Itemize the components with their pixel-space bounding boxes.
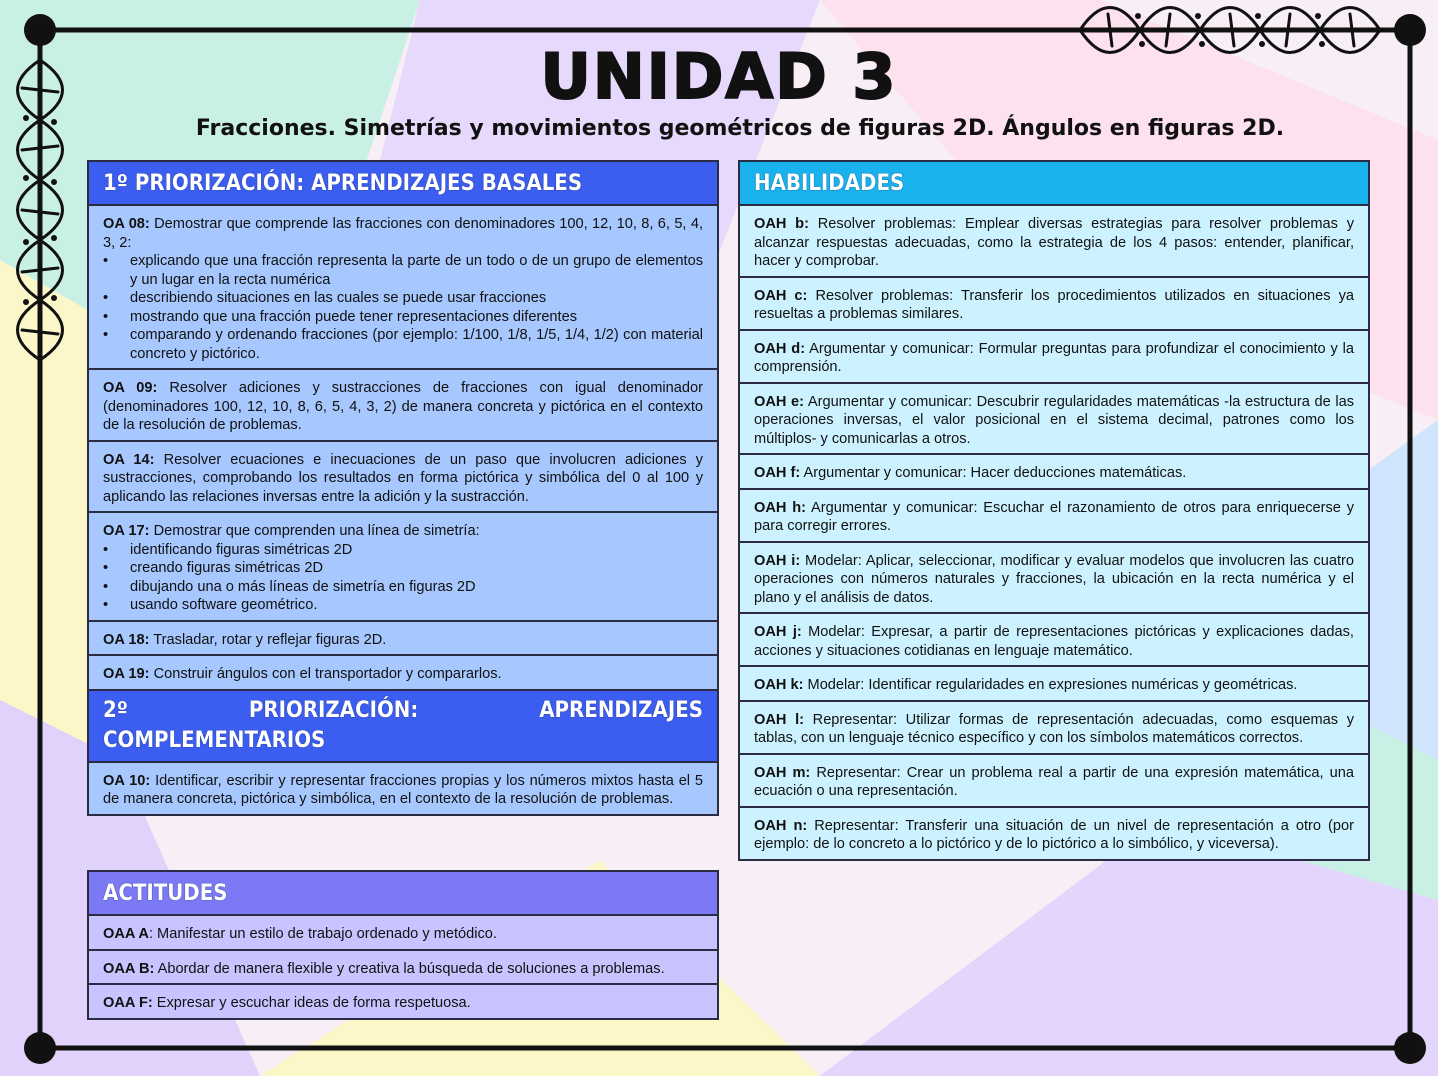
actitud-row — [89, 985, 717, 1018]
list-item: • comparando y ordenando fracciones (por ejemplo: 1/100, 1/8, 1/5, 1/4, 1/2) con material concreto y pictórico. — [103, 326, 703, 363]
list-item: • explicando que una fracción representa la parte de un todo o de un grupo de elementos y un lugar en la recta numérica — [103, 252, 703, 289]
habilidad-code: OAH j: — [754, 624, 802, 640]
habilidad-row — [740, 543, 1368, 615]
habilidad-code: OAH l: — [754, 711, 804, 728]
oa09-text: Resolver adiciones y sustracciones de fracciones con igual denominador (denominadores 100, 12, 10, 8, 6, 5, 4, 3, 2) de manera concreta y pictórica en el contexto de la resolución de problemas. — [103, 380, 703, 433]
habilidad-text: Argumentar y comunicar: Formular preguntas para profundizar el conocimiento y la comprensión. — [754, 340, 1355, 375]
complementarios-header — [89, 691, 717, 763]
oa09-code: OA 09: — [103, 380, 158, 396]
habilidad-code: OAH n: — [754, 817, 808, 834]
oa18-code: OA 18: — [103, 631, 150, 648]
oa18-row — [89, 622, 717, 657]
page-title: UNIDAD 3 — [540, 40, 898, 113]
oa17-text: Demostrar que comprenden una línea de simetría: — [153, 523, 480, 539]
habilidad-text: Resolver problemas: Transferir los procedimientos utilizados en situaciones ya resueltas a problemas similares. — [754, 287, 1354, 322]
habilidad-text: Representar: Utilizar formas de representación adecuadas, como esquemas y tablas, con un lenguaje técnico específico y con los símbolos matemáticos correctos. — [754, 711, 1354, 746]
oa14-text: Resolver ecuaciones e inecuaciones de un paso que involucren adiciones y sustracciones, comprobando los resultados en forma pictórica y simbólica del 0 al 100 y aplicando las relaciones inversas entre la adición y la sustracción. — [103, 451, 703, 505]
habilidad-code: OAH k: — [754, 677, 804, 693]
habilidad-text: Resolver problemas: Emplear diversas estrategias para resolver problemas y alcanzar respuestas adecuadas, como la estrategia de los 4 pasos: entender, planificar, hacer y comprobar. — [754, 216, 1354, 269]
habilidad-code: OAH e: — [754, 393, 805, 410]
habilidad-text: Argumentar y comunicar: Descubrir regularidades matemáticas -la estructura de las operaciones inversas, el valor posicional en el sistema decimal, patrones como los múltiplos- y comunicarlas a otros. — [754, 393, 1354, 447]
habilidad-text: Representar: Crear un problema real a partir de una expresión matemática, una ecuación o una representación. — [754, 764, 1354, 799]
habilidad-row — [740, 667, 1368, 702]
habilidad-row — [740, 614, 1368, 667]
habilidad-code: OAH f: — [754, 465, 801, 481]
complementarios-header-word2: APRENDIZAJES — [539, 697, 703, 723]
actitud-code: OAA A — [103, 926, 149, 942]
habilidad-text: Modelar: Expresar, a partir de representaciones pictóricas y explicaciones dadas, acciones y situaciones cotidianas en lenguaje matemático. — [754, 624, 1354, 659]
oa17-row — [89, 513, 717, 622]
habilidad-row — [740, 384, 1368, 456]
oa14-code: OA 14: — [103, 451, 155, 468]
oa10-code: OA 10: — [103, 772, 151, 789]
habilidades-panel — [738, 160, 1370, 861]
habilidad-row — [740, 331, 1368, 384]
habilidad-text: Argumentar y comunicar: Hacer deducciones matemáticas. — [803, 465, 1187, 481]
actitud-code: OAA F: — [103, 995, 153, 1011]
basales-panel — [87, 160, 719, 816]
list-item: • usando software geométrico. — [103, 596, 703, 615]
habilidad-row — [740, 490, 1368, 543]
oa19-text: Construir ángulos con el transportador y compararlos. — [153, 666, 502, 682]
habilidad-row — [740, 455, 1368, 490]
list-item: • dibujando una o más líneas de simetría en figuras 2D — [103, 578, 703, 597]
list-item: • identificando figuras simétricas 2D — [103, 541, 703, 560]
actitud-row — [89, 951, 717, 986]
habilidad-row — [740, 278, 1368, 331]
actitud-row — [89, 916, 717, 951]
oa09-row — [89, 370, 717, 442]
complementarios-header-word3: COMPLEMENTARIOS — [103, 727, 326, 753]
habilidad-code: OAH d: — [754, 340, 806, 357]
basales-header: 1º PRIORIZACIÓN: APRENDIZAJES BASALES — [89, 162, 717, 206]
actitud-text: : Manifestar un estilo de trabajo ordenado y metódico. — [148, 926, 497, 942]
page-subtitle: Fracciones. Simetrías y movimientos geométricos de figuras 2D. Ángulos en figuras 2D. — [195, 116, 1285, 141]
complementarios-header-word1: PRIORIZACIÓN: — [248, 697, 419, 723]
habilidad-code: OAH h: — [754, 499, 806, 516]
oa08-row — [89, 206, 717, 370]
oa10-row — [89, 763, 717, 814]
habilidad-text: Modelar: Aplicar, seleccionar, modificar y evaluar modelos que involucren las cuatro operaciones con números naturales y fracciones, la ubicación en la recta numérica y el plano y el análisis de datos. — [754, 552, 1354, 606]
oa10-text: Identificar, escribir y representar fracciones propias y los números mixtos hasta el 5 de manera concreta, pictórica y simbólica, en el contexto de la resolución de problemas. — [103, 772, 703, 807]
habilidad-row — [740, 755, 1368, 808]
habilidad-text: Argumentar y comunicar: Escuchar el razonamiento de otros para enriquecerse y para corregir errores. — [754, 499, 1355, 534]
oa17-code: OA 17: — [103, 523, 150, 539]
actitud-text: Abordar de manera flexible y creativa la búsqueda de soluciones a problemas. — [157, 960, 665, 977]
actitudes-header: ACTITUDES — [89, 872, 717, 916]
list-item: • creando figuras simétricas 2D — [103, 559, 703, 578]
list-item: • mostrando que una fracción puede tener representaciones diferentes — [103, 308, 703, 327]
actitud-code: OAA B: — [103, 960, 155, 977]
habilidad-code: OAH c: — [754, 287, 808, 304]
habilidad-row — [740, 702, 1368, 755]
habilidad-text: Modelar: Identificar regularidades en expresiones numéricas y geométricas. — [807, 677, 1298, 693]
oa08-bullet-list — [103, 252, 703, 363]
list-item: • describiendo situaciones en las cuales se puede usar fracciones — [103, 289, 703, 308]
oa08-text: Demostrar que comprende las fracciones con denominadores 100, 12, 10, 8, 6, 5, 4, 3, 2: — [103, 216, 704, 251]
habilidades-header: HABILIDADES — [740, 162, 1368, 206]
habilidad-code: OAH m: — [754, 764, 811, 781]
oa08-code: OA 08: — [103, 216, 150, 232]
habilidad-row — [740, 808, 1368, 859]
habilidad-code: OAH b: — [754, 216, 809, 232]
oa19-row — [89, 656, 717, 691]
habilidad-code: OAH i: — [754, 552, 801, 569]
actitud-text: Expresar y escuchar ideas de forma respetuosa. — [156, 995, 471, 1011]
oa19-code: OA 19: — [103, 666, 150, 682]
habilidad-text: Representar: Transferir una situación de un nivel de representación a otro (por ejemplo: de lo concreto a lo pictórico y de lo pictórico a lo simbólico, y viceversa). — [754, 817, 1354, 852]
habilidad-row — [740, 206, 1368, 278]
oa18-text: Trasladar, rotar y reflejar figuras 2D. — [153, 631, 387, 648]
complementarios-header-number: 2º — [103, 697, 128, 723]
actitudes-panel — [87, 870, 719, 1020]
oa14-row — [89, 442, 717, 514]
oa17-bullet-list — [103, 541, 703, 615]
